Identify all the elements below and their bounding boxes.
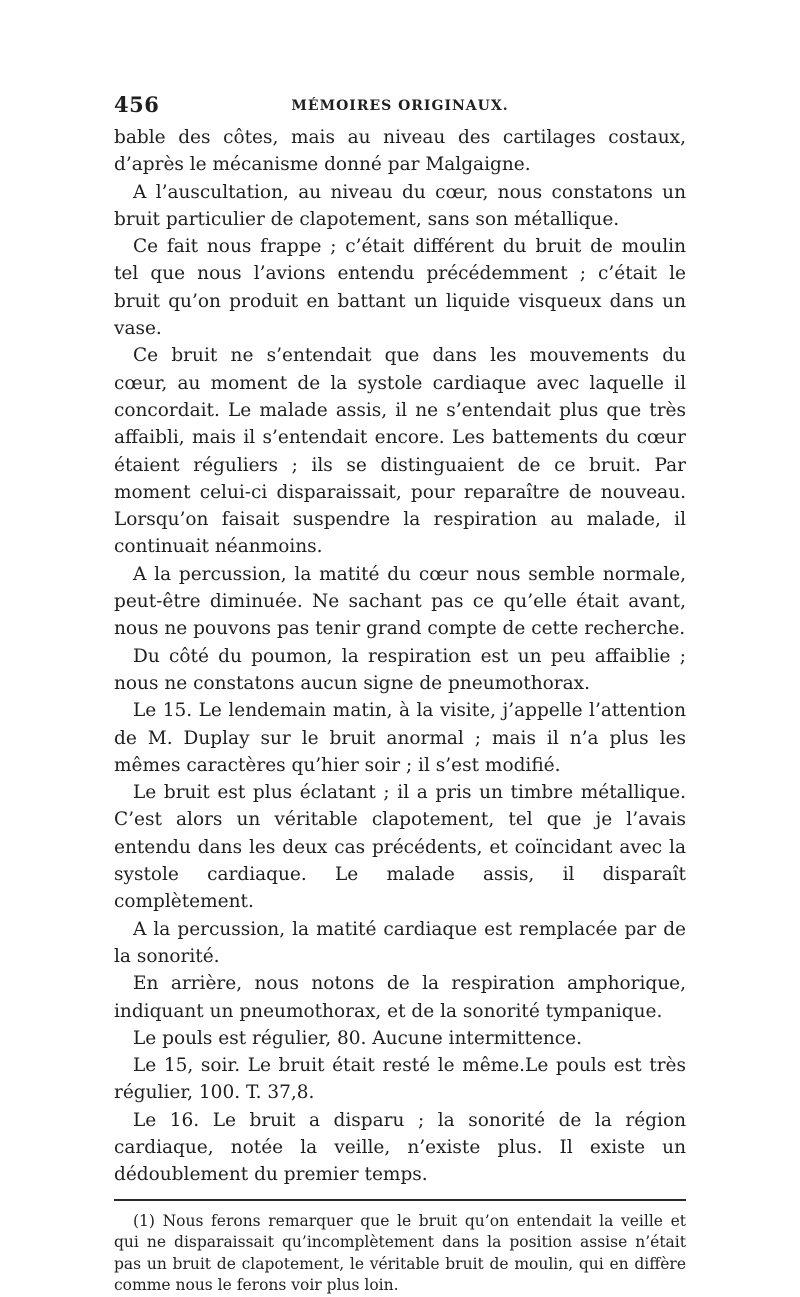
book-page [114,92,686,1297]
page-header [114,92,686,120]
footnote-separator [114,1199,686,1201]
paragraph-7: Le 15. Le lendemain matin, à la visite, j’appelle l’attention de M. Duplay sur le bruit anormal ; mais il n’a plus les mêmes caractères qu’hier soir ; il s’est modifié. [114,700,686,776]
paragraph-4: Ce bruit ne s’entendait que dans les mouvements du cœur, au moment de la systole cardiaque avec laquelle il concordait. Le malade assis, il ne s’entendait plus que très affaibli, mais il s’entendait encore. Les battements du cœur étaient réguliers ; ils se distinguaient de ce bruit. Par moment celui-ci disparaissait, pour reparaître de nouveau. Lorsqu’on faisait suspendre la respiration au malade, il continuait néanmoins. [114,345,686,558]
paragraph-2: A l’auscultation, au niveau du cœur, nous constatons un bruit particulier de clapotement, sans son métallique. [114,181,686,230]
paragraph-10: En arrière, nous notons de la respiration amphorique, indiquant un pneumothorax, et de la sonorité tympanique. [114,973,686,1022]
footnote: (1) Nous ferons remarquer que le bruit qu’on entendait la veille et qui ne disparaissait qu’incomplètement dans la position assise n’était pas un bruit de clapotement, le véritable bruit de moulin, qui en diffère comme nous le ferons voir plus loin. [114,1211,686,1295]
paragraph-13: Le 16. Le bruit a disparu ; la sonorité de la région cardiaque, notée la veille, n’existe plus. Il existe un dédoublement du premier temps. [114,1109,686,1186]
page-number: 456 [114,92,160,117]
paragraph-3: Ce fait nous frappe ; c’était différent du bruit de moulin tel que nous l’avions entendu précédemment ; c’était le bruit qu’on produit en battant un liquide visqueux dans un vase. [114,236,686,340]
paragraph-12: Le 15, soir. Le bruit était resté le même.Le pouls est très régulier, 100. T. 37,8. [114,1055,686,1104]
paragraph-8: Le bruit est plus éclatant ; il a pris un timbre métallique. C’est alors un véritable clapotement, tel que je l’avais entendu dans les deux cas précédents, et coïncidant avec la systole cardiaque. Le malade assis, il disparaît complètement. [114,782,686,913]
paragraph-1: bable des côtes, mais au niveau des cartilages costaux, d’après le mécanisme donné par Malgaigne. [114,127,686,176]
paragraph-5: A la percussion, la matité du cœur nous semble normale, peut-être diminuée. Ne sachant pas ce qu’elle était avant, nous ne pouvons pas tenir grand compte de cette recherche. [114,563,686,640]
paragraph-9: A la percussion, la matité cardiaque est remplacée par de la sonorité. [114,918,686,967]
body-text [114,124,686,1189]
paragraph-6: Du côté du poumon, la respiration est un peu affaiblie ; nous ne constatons aucun signe de pneumothorax. [114,645,686,694]
running-title: MÉMOIRES ORIGINAUX. [291,98,509,114]
paragraph-11: Le pouls est régulier, 80. Aucune intermittence. [133,1027,582,1049]
